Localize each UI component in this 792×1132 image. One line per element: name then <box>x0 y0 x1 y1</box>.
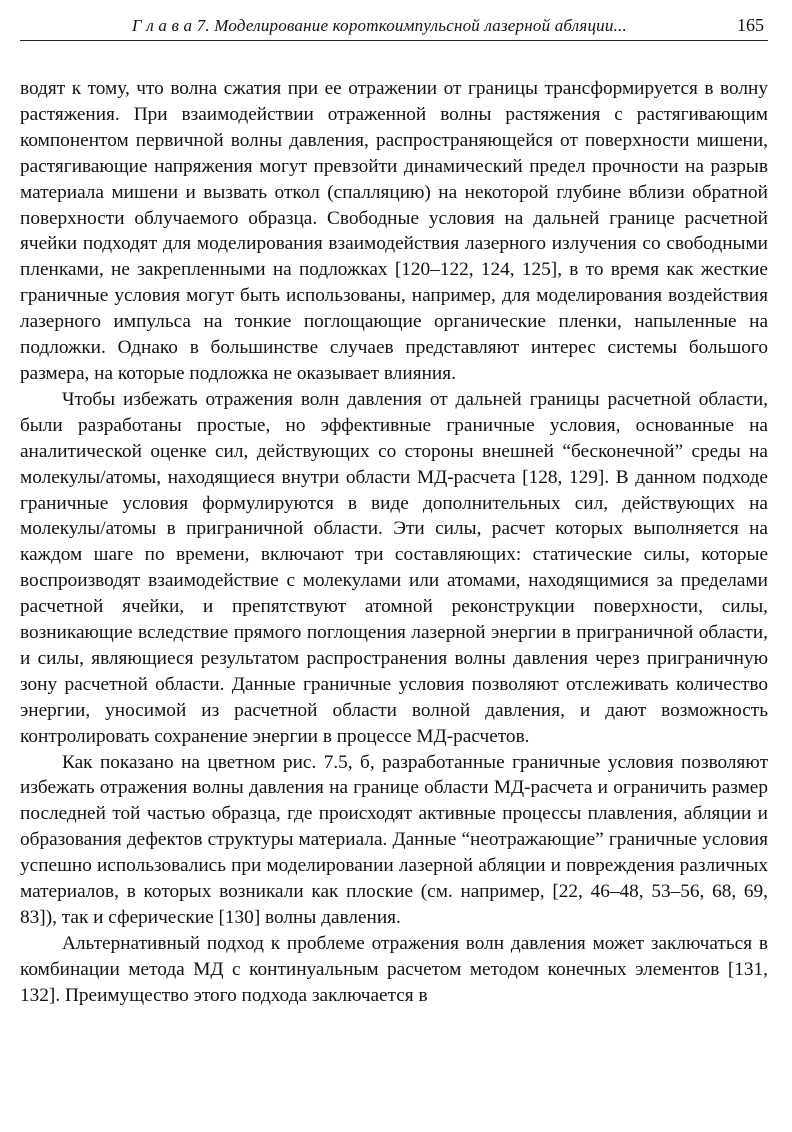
page-number: 165 <box>737 15 764 35</box>
paragraph-1: водят к тому, что волна сжатия при ее отражении от границы трансформируется в волну растяжения. При взаимодействии отраженной волны растяжения с растягивающим компонентом первичной волны давления, распространяющейся от поверхности мишени, растягивающие напряжения могут превзойти динамический предел прочности на разрыв материала мишени и вызвать откол (спалляцию) на некоторой глубине вблизи обратной поверхности облучаемого образца. Свободные условия на дальней границе расчетной ячейки подходят для моделирования взаимодействия лазерного излучения со свободными пленками, не закрепленными на подложках [120–122, 124, 125], в то время как жесткие граничные условия могут быть использованы, например, для моделирования воздействия лазерного импульса на тонкие поглощающие органические пленки, напыленные на подложки. Однако в большинстве случаев представляют интерес системы большого размера, на которые подложка не оказывает влияния. <box>20 78 768 384</box>
paragraph-4: Альтернативный подход к проблеме отражения волн давления может заключаться в комбинации метода МД с континуальным расчетом методом конечных элементов [131, 132]. Преимущество этого подхода заключается в <box>20 932 768 1006</box>
body-text <box>20 76 768 1009</box>
paragraph-2: Чтобы избежать отражения волн давления от дальней границы расчетной области, были разработаны простые, но эффективные граничные условия, основанные на аналитической оценке сил, действующих со стороны внешней “бесконечной” среды на молекулы/атомы, находящиеся внутри области МД-расчета [128, 129]. В данном подходе граничные условия формулируются в виде дополнительных сил, действующих на молекулы/атомы в приграничной области. Эти силы, расчет которых выполняется на каждом шаге по времени, включают три составляющих: статические силы, которые воспроизводят взаимодействие с молекулами или атомами, находящимися за пределами расчетной ячейки, и препятствуют атомной реконструкции поверхности, силы, возникающие вследствие прямого поглощения лазерной энергии в приграничной области, и силы, являющиеся результатом распространения волны давления через приграничную зону расчетной области. Данные граничные условия позволяют отслеживать количество энергии, уносимой из расчетной области волной давления, и дают возможность контролировать сохранение энергии в процессе МД-расчетов. <box>20 388 768 747</box>
chapter-title: Г л а в а 7. Моделирование короткоимпульсной лазерной абляции... <box>132 16 627 35</box>
paragraph-3: Как показано на цветном рис. 7.5, б, разработанные граничные условия позволяют избежать отражения волны давления на границе области МД-расчета и ограничить размер последней той частью образца, где происходят активные процессы плавления, абляции и образования дефектов структуры материала. Данные “неотражающие” граничные условия успешно использовались при моделировании лазерной абляции и повреждения различных материалов, в которых возникали как плоские (см. например, [22, 46–48, 53–56, 68, 69, 83]), так и сферические [130] волны давления. <box>20 751 768 928</box>
running-header <box>20 14 768 41</box>
